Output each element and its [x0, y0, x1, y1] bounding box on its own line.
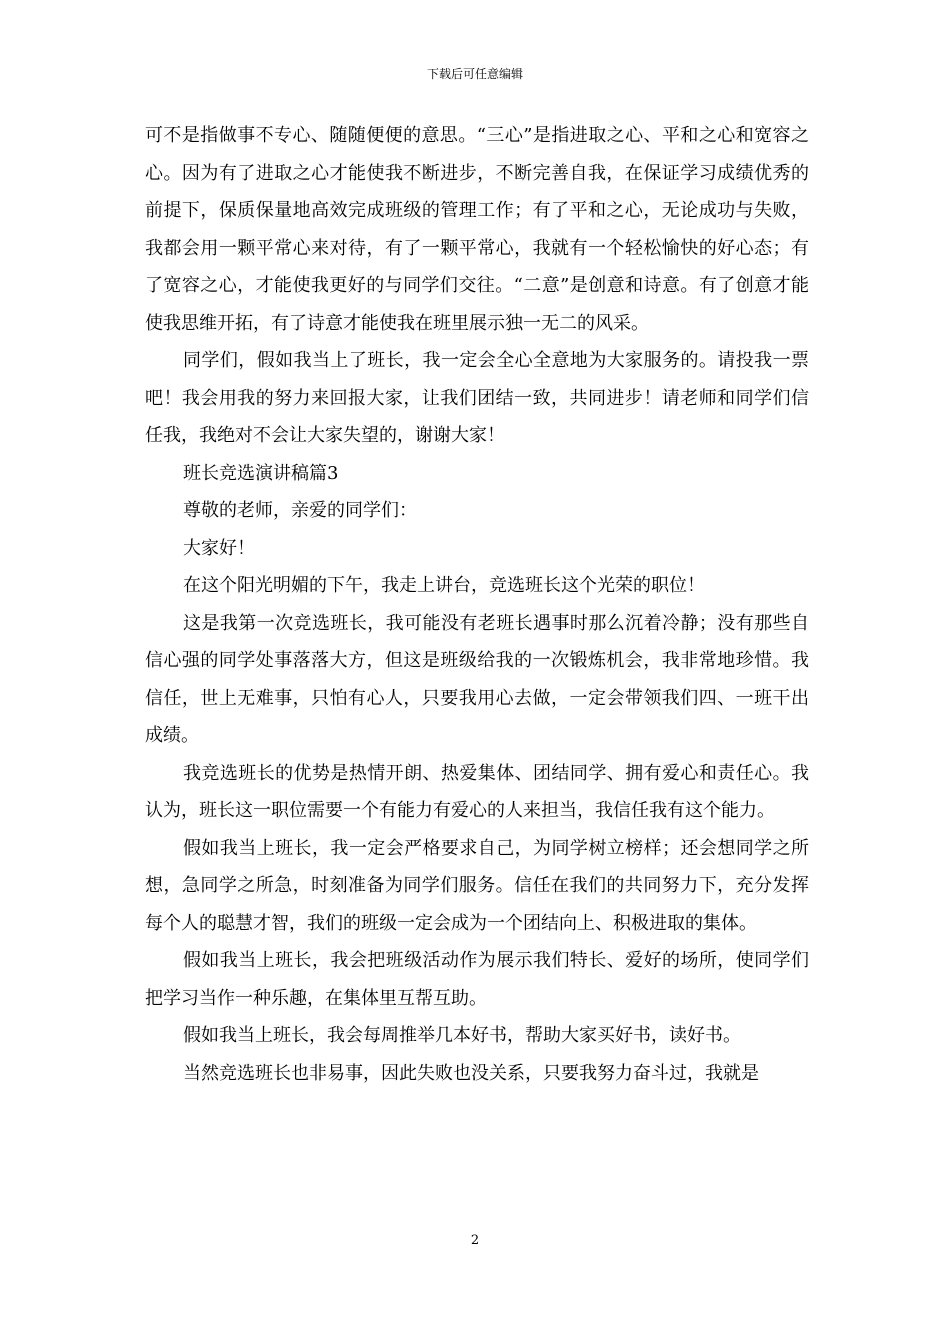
- salutation: 尊敬的老师，亲爱的同学们：: [183, 500, 417, 521]
- document-body: [145, 117, 809, 1092]
- paragraph: 我竞选班长的优势是热情开朗、热爱集体、团结同学、拥有爱心和责任心。我认为，班长这一职位需要一个有能力有爱心的人来担当，我信任我有这个能力。: [145, 762, 809, 821]
- paragraph: 假如我当上班长，我会把班级活动作为展示我们特长、爱好的场所，使同学们把学习当作一种乐趣，在集体里互帮互助。: [145, 950, 809, 1009]
- greeting: 大家好！: [183, 537, 255, 559]
- page-number: 2: [470, 1233, 480, 1248]
- paragraph: 这是我第一次竞选班长，我可能没有老班长遇事时那么沉着冷静；没有那些自信心强的同学处事落落大方，但这是班级给我的一次锻炼机会，我非常地珍惜。我信任，世上无难事，只怕有心人，只要我用心去做，一定会带领我们四、一班干出成绩。: [145, 612, 809, 746]
- section-heading: 班长竞选演讲稿篇3: [183, 462, 339, 484]
- paragraph: 同学们，假如我当上了班长，我一定会全心全意地为大家服务的。请投我一票吧！我会用我的努力来回报大家，让我们团结一致，共同进步！请老师和同学们信任我，我绝对不会让大家失望的，谢谢大家！: [145, 350, 809, 446]
- paragraph: 可不是指做事不专心、随随便便的意思。“三心”是指进取之心、平和之心和宽容之心。因为有了进取之心才能使我不断进步，不断完善自我，在保证学习成绩优秀的前提下，保质保量地高效完成班级的管理工作；有了平和之心，无论成功与失败，我都会用一颗平常心来对待，有了一颗平常心，我就有一个轻松愉快的好心态；有了宽容之心，才能使我更好的与同学们交往。“二意”是创意和诗意。有了创意才能使我思维开拓，有了诗意才能使我在班里展示独一无二的风采。: [145, 125, 809, 334]
- paragraph: 假如我当上班长，我一定会严格要求自己，为同学树立榜样；还会想同学之所想，急同学之所急，时刻准备为同学们服务。信任在我们的共同努力下，充分发挥每个人的聪慧才智，我们的班级一定会成为一个团结向上、积极进取的集体。: [145, 837, 809, 934]
- paragraph: 当然竞选班长也非易事，因此失败也没关系，只要我努力奋斗过，我就是: [183, 1062, 759, 1084]
- page-header: 下载后可任意编辑: [426, 67, 523, 81]
- paragraph: 假如我当上班长，我会每周推举几本好书，帮助大家买好书，读好书。: [183, 1025, 741, 1046]
- paragraph: 在这个阳光明媚的下午，我走上讲台，竞选班长这个光荣的职位！: [183, 575, 705, 596]
